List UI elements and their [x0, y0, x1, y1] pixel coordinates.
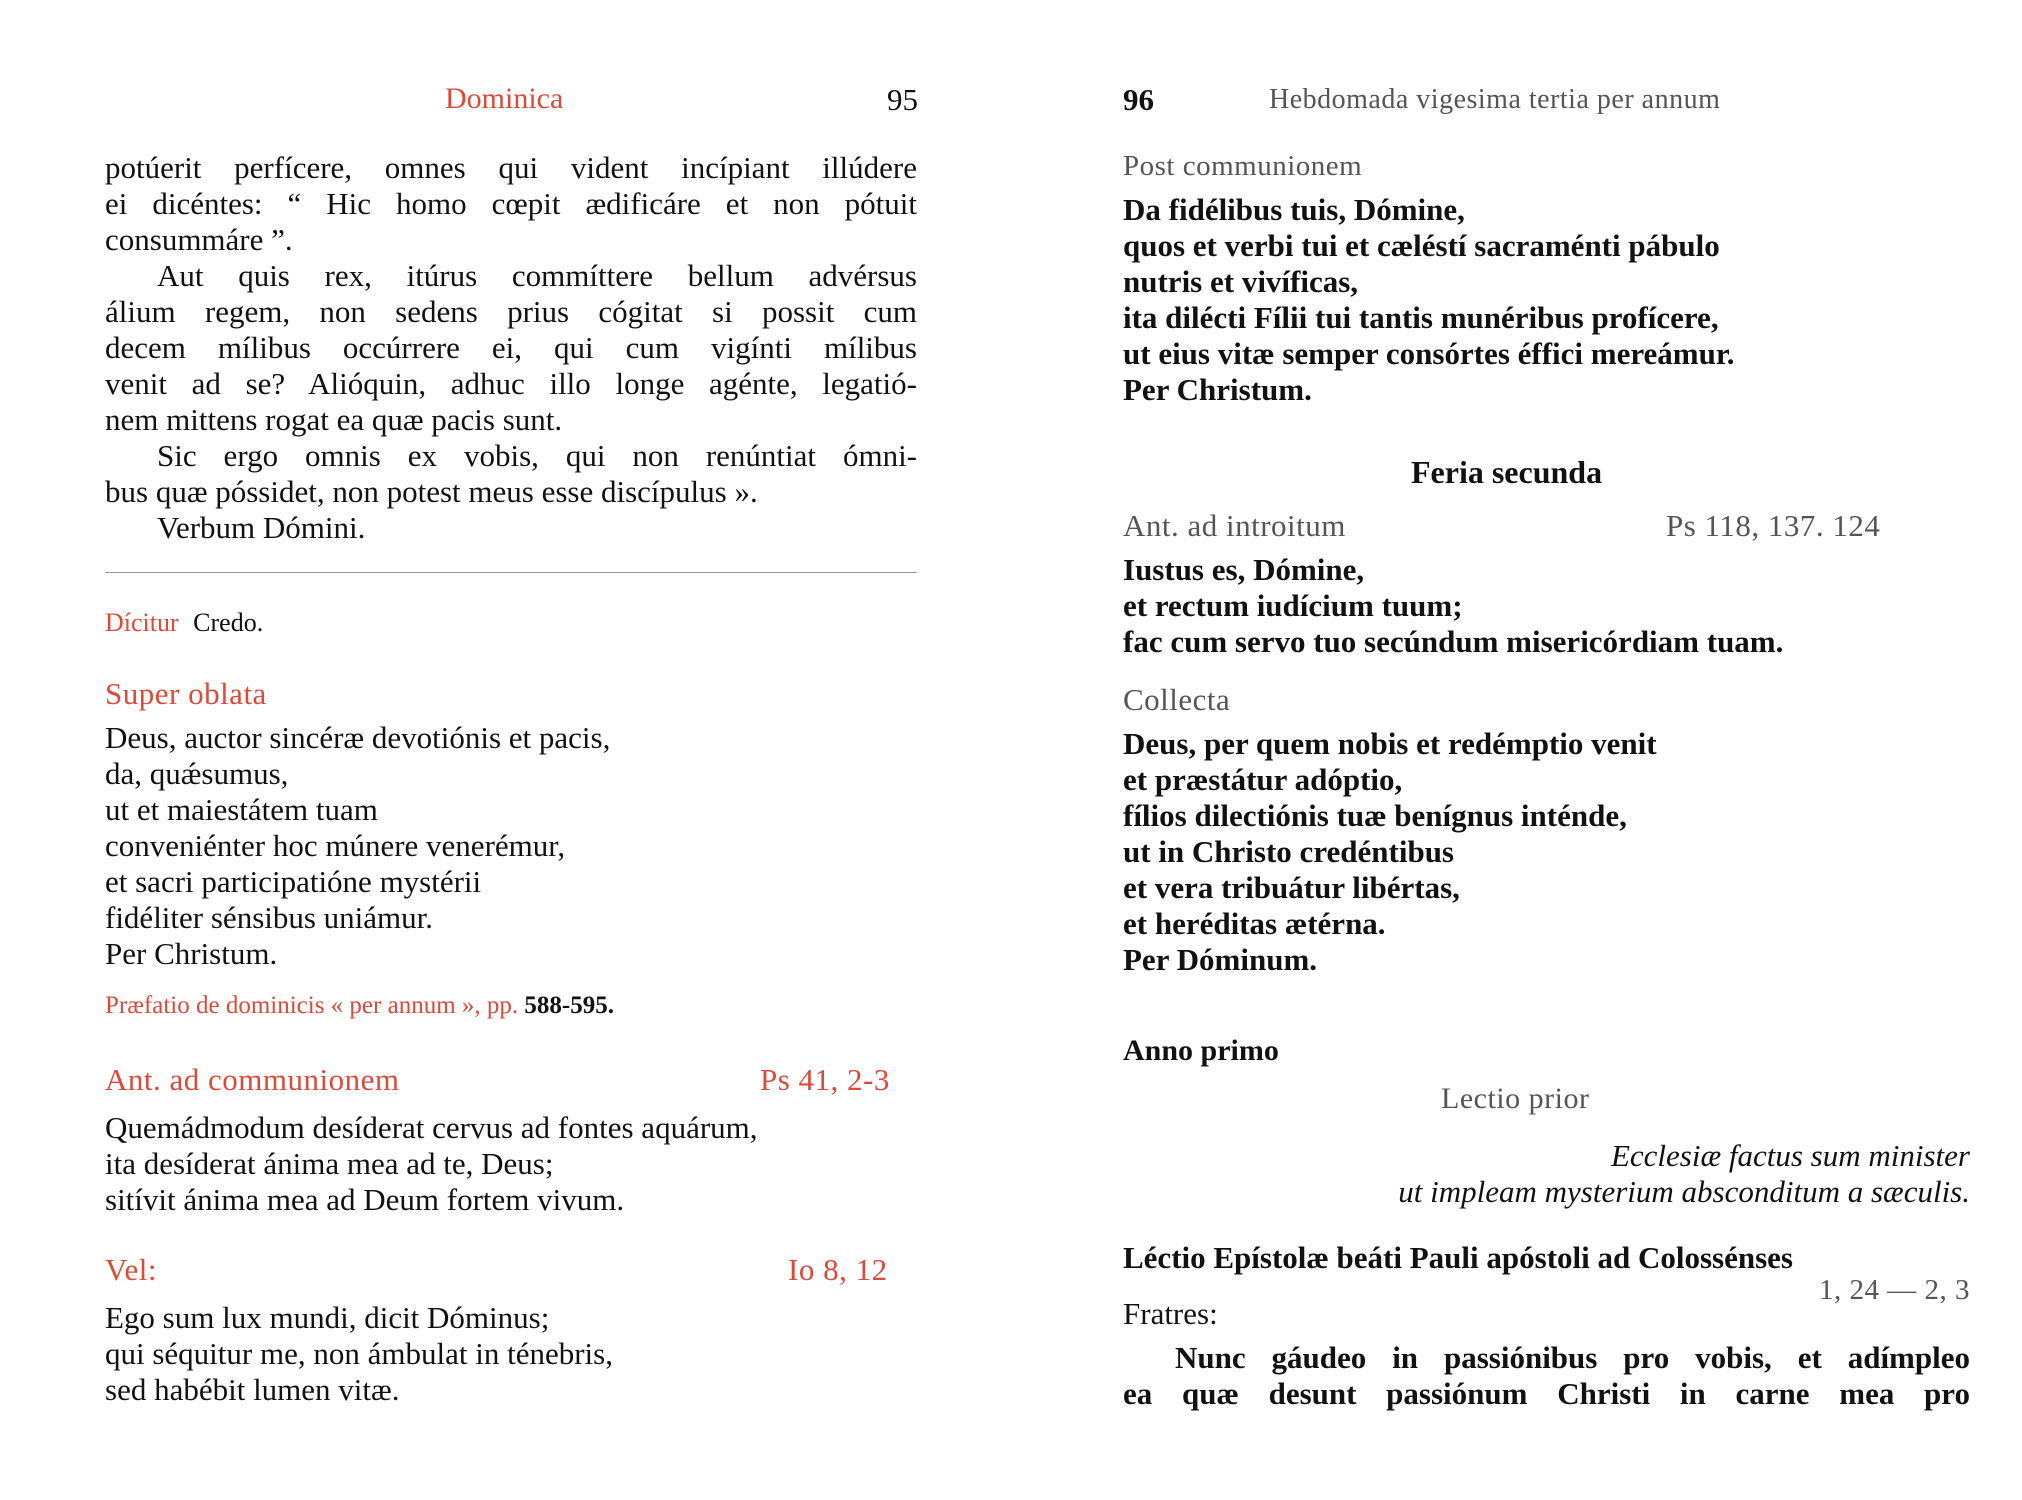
prayer-line: Deus, auctor sincéræ devotiónis et pacis,	[105, 720, 611, 755]
vel-heading: Vel:	[105, 1252, 157, 1287]
section-divider	[105, 572, 917, 573]
running-header-title: Hebdomada vigesima tertia per annum	[1269, 84, 1721, 115]
antiphon-line: fac cum servo tuo secúndum misericórdiam tuam.	[1123, 624, 1784, 659]
antiphon-line: Ego sum lux mundi, dicit Dóminus;	[105, 1300, 550, 1335]
gospel-line: venit ad se? Alióquin, adhuc illo longe agénte, legatió-	[105, 366, 917, 401]
page-number: 95	[887, 82, 918, 117]
gospel-line: bus quæ póssidet, non potest meus esse discípulus ».	[105, 474, 758, 509]
introit-reference: Ps 118, 137. 124	[1666, 508, 1881, 543]
lectio-reference: 1, 24 — 2, 3	[1819, 1274, 1970, 1306]
antiphon-line: sed habébit lumen vitæ.	[105, 1372, 400, 1407]
collecta-heading: Collecta	[1123, 682, 1231, 717]
prefatio-pages: 588-595.	[524, 992, 614, 1019]
gospel-line: decem mílibus occúrrere ei, qui cum vigínti mílibus	[105, 330, 917, 365]
prayer-line: fidéliter sénsibus uniámur.	[105, 900, 434, 935]
prayer-line: nutris et vivíficas,	[1123, 264, 1359, 299]
reading-line: ea quæ desunt passiónum Christi in carne mea pro	[1123, 1376, 1970, 1411]
page-number: 96	[1123, 82, 1154, 117]
prayer-line: ut in Christo credéntibus	[1123, 834, 1454, 869]
prayer-line: et præstátur adóptio,	[1123, 762, 1403, 797]
communion-heading: Ant. ad communionem	[105, 1062, 400, 1097]
gospel-line: Verbum Dómini.	[157, 510, 366, 545]
prayer-line: Per Dóminum.	[1123, 942, 1318, 977]
gospel-line: Sic ergo omnis ex vobis, qui non renúntiat ómni-	[157, 438, 917, 473]
gospel-line: potúerit perfícere, omnes qui vident incípiant illúdere	[105, 150, 917, 185]
credo-text: Credo.	[193, 608, 264, 637]
prayer-line: Per Christum.	[1123, 372, 1312, 407]
prayer-line: ita dilécti Fílii tui tantis munéribus profícere,	[1123, 300, 1719, 335]
gospel-line: Aut quis rex, itúrus commíttere bellum advérsus	[157, 258, 917, 293]
prayer-line: fílios dilectiónis tuæ benígnus inténde,	[1123, 798, 1627, 833]
epigraph-line: ut impleam mysterium absconditum a sæculis.	[1398, 1174, 1970, 1209]
antiphon-line: ita desíderat ánima mea ad te, Deus;	[105, 1146, 554, 1181]
reading-line: Nunc gáudeo in passiónibus pro vobis, et adímpleo	[1175, 1340, 1970, 1375]
communion-text	[105, 1110, 758, 1218]
gospel-line: consummáre ”.	[105, 222, 293, 257]
lectio-prior-heading: Lectio prior	[1441, 1082, 1590, 1115]
prayer-line: quos et verbi tui et cæléstí sacraménti pábulo	[1123, 228, 1720, 263]
epigraph	[1398, 1138, 1970, 1210]
prayer-line: Deus, per quem nobis et redémptio venit	[1123, 726, 1657, 761]
post-communion-text	[1123, 192, 1735, 408]
prayer-line: da, quǽsumus,	[105, 756, 289, 791]
prefatio-label: Præfatio de dominicis « per annum », pp.	[105, 992, 519, 1019]
vel-text	[105, 1300, 613, 1408]
prayer-line: et heréditas ætérna.	[1123, 906, 1386, 941]
antiphon-line: qui séquitur me, non ámbulat in ténebris,	[105, 1336, 613, 1371]
right-page	[1011, 0, 2022, 1500]
post-communion-heading: Post communionem	[1123, 150, 1363, 182]
super-oblata-heading: Super oblata	[105, 676, 267, 711]
super-oblata-text	[105, 720, 610, 972]
running-header-title: Dominica	[445, 82, 564, 115]
prayer-line: Per Christum.	[105, 936, 278, 971]
prayer-line: Da fidélibus tuis, Dómine,	[1123, 192, 1465, 227]
prayer-line: conveniénter hoc múnere venerémur,	[105, 828, 566, 863]
gospel-text	[105, 150, 917, 546]
prefatio-rubric	[105, 992, 614, 1020]
anno-primo-heading: Anno primo	[1123, 1034, 1279, 1067]
gospel-line: nem mittens rogat ea quæ pacis sunt.	[105, 402, 563, 437]
antiphon-line: Quemádmodum desíderat cervus ad fontes aquárum,	[105, 1110, 758, 1145]
lectio-title: Léctio Epístolæ beáti Pauli apóstoli ad Colossénses	[1123, 1240, 1793, 1275]
fratres: Fratres:	[1123, 1296, 1218, 1331]
introit-heading: Ant. ad introitum	[1123, 508, 1346, 543]
antiphon-line: et rectum iudícium tuum;	[1123, 588, 1463, 623]
communion-reference: Ps 41, 2-3	[760, 1062, 890, 1097]
prayer-line: et sacri participatióne mystérii	[105, 864, 482, 899]
antiphon-line: Iustus es, Dómine,	[1123, 552, 1365, 587]
credo-rubric-label: Dícitur	[105, 608, 179, 637]
vel-reference: Io 8, 12	[788, 1252, 888, 1287]
gospel-line: álium regem, non sedens prius cógitat si possit cum	[105, 294, 917, 329]
epigraph-line: Ecclesiæ factus sum minister	[1610, 1138, 1970, 1173]
collecta-text	[1123, 726, 1657, 978]
antiphon-line: sitívit ánima mea ad Deum fortem vivum.	[105, 1182, 625, 1217]
gospel-line: ei dicéntes: “ Hic homo cœpit ædificáre et non pótuit	[105, 186, 917, 221]
prayer-line: ut eius vitæ semper consórtes éffici mereámur.	[1123, 336, 1735, 371]
introit-text	[1123, 552, 1783, 660]
prayer-line: ut et maiestátem tuam	[105, 792, 378, 827]
feria-title: Feria secunda	[1411, 454, 1603, 490]
credo-rubric	[105, 608, 263, 638]
prayer-line: et vera tribuátur libértas,	[1123, 870, 1460, 905]
reading-text	[1123, 1340, 1970, 1412]
